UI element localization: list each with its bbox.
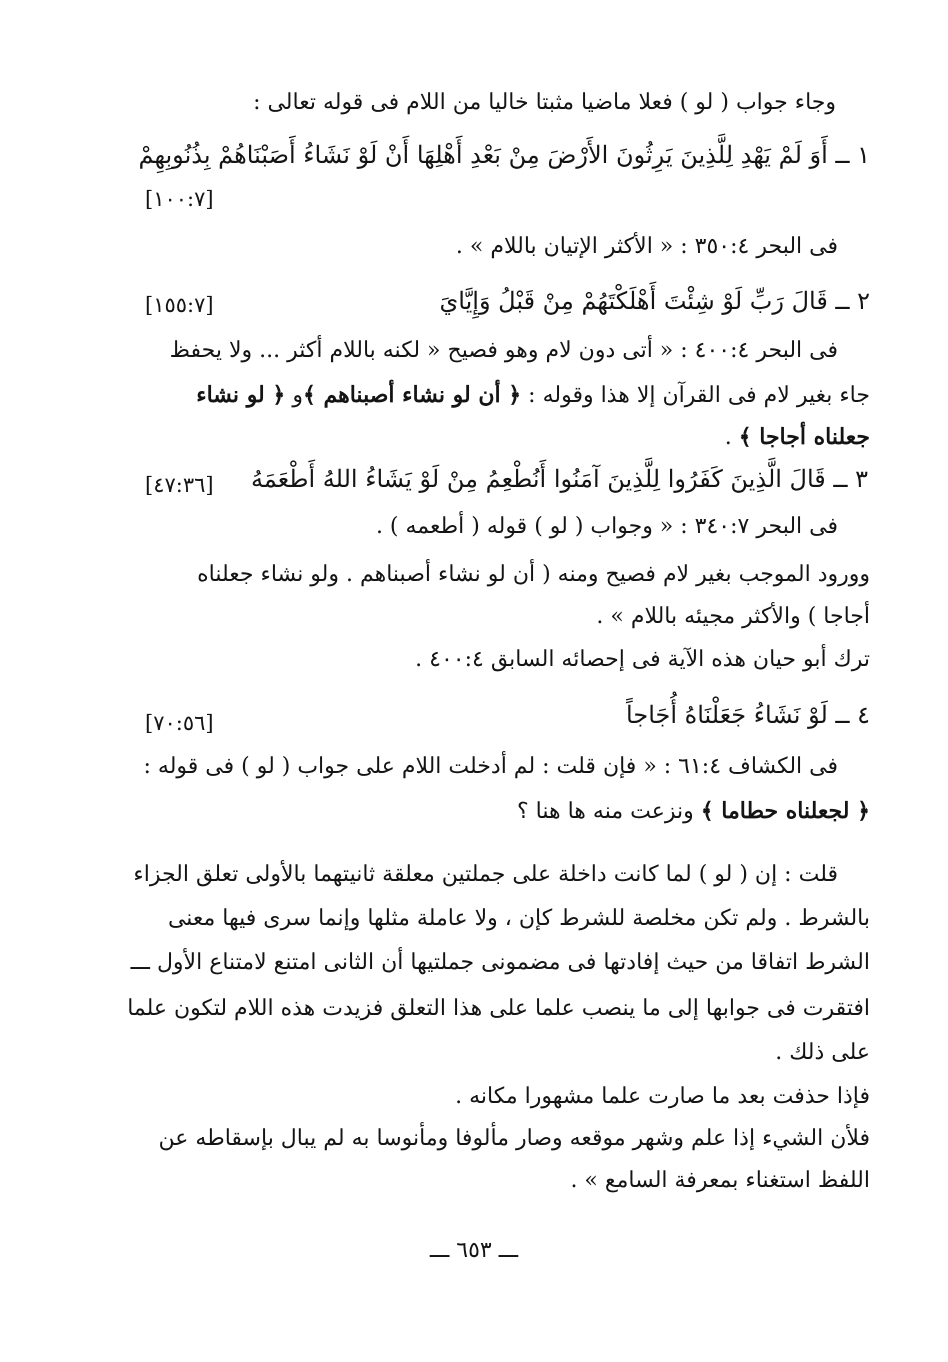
page-number: ـــ ٦٥٣ ـــ — [429, 1238, 519, 1263]
commentary-line: ترك أبو حيان هذه الآية فى إحصائه السابق ٤٠٠:٤ . — [415, 647, 870, 672]
paragraph-line: فلأن الشيء إذا علم وشهر موقعه وصار مألوفا ومأنوسا به لم يبال بإسقاطه عن — [158, 1126, 870, 1151]
quoted-verse: ﴿ لو نشاء — [196, 382, 286, 408]
paragraph-line: الشرط اتفاقا من حيث إفادتها فى مضمونى جملتيها أن الثانى امتنع لامتناع الأول ـــ — [130, 950, 870, 975]
text-span: جاء بغير لام فى القرآن إلا هذا وقوله : — [528, 383, 870, 408]
commentary-line: فى البحر ٤٠٠:٤ : « أتى دون لام وهو فصيح « لكنه باللام أكثر ... ولا يحفظ — [169, 338, 838, 363]
quoted-verse: جعلناه أجاجا ﴾ — [738, 424, 870, 450]
text-span: و — [292, 383, 303, 408]
commentary-line — [517, 796, 870, 827]
commentary-line: وورود الموجب بغير لام فصيح ومنه ( أن لو نشاء أصبناهم . ولو نشاء جعلناه — [197, 562, 870, 587]
paragraph-line: بالشرط . ولم تكن مخلصة للشرط كإن ، ولا عاملة مثلها وإنما سرى فيها معنى — [167, 906, 870, 931]
verse-3: ٣ ــ قَالَ الَّذِينَ كَفَرُوا لِلَّذِينَ آمَنُوا أَنُطْعِمُ مِنْ لَوْ يَشَاءُ اللهُ أَطْعَمَهُ — [251, 465, 868, 493]
verse-4: ٤ ــ لَوْ نَشَاءُ جَعَلْنَاهُ أُجَاجاً — [626, 701, 870, 729]
quoted-verse: ﴿ أن لو نشاء أصبناهم ﴾ — [302, 382, 522, 408]
commentary-line: فى الكشاف ٦١:٤ : « فإن قلت : لم أدخلت اللام على جواب ( لو ) فى قوله : — [143, 754, 838, 779]
verse-1-reference: [١٠٠:٧] — [145, 187, 214, 211]
verse-3-reference: [٤٧:٣٦] — [145, 473, 214, 497]
paragraph-line: على ذلك . — [775, 1040, 870, 1065]
verse-1: ١ ــ أَوَ لَمْ يَهْدِ لِلَّذِينَ يَرِثُونَ الأَرْضَ مِنْ بَعْدِ أَهْلِهَا أَنْ لَوْ نَشَاءُ أَصَبْنَاهُمْ بِذُنُوبِهِمْ — [138, 141, 870, 169]
paragraph-line: افتقرت فى جوابها إلى ما ينصب علما على هذا التعلق فزيدت هذه اللام لتكون علما — [127, 996, 870, 1021]
text-span: ونزعت منه ها هنا ؟ — [517, 799, 701, 824]
commentary-line — [196, 380, 870, 411]
verse-4-reference: [٧٠:٥٦] — [145, 711, 214, 735]
paragraph-line: قلت : إن ( لو ) لما كانت داخلة على جملتين معلقة ثانيتهما بالأولى تعلق الجزاء — [133, 862, 838, 887]
verse-2: ٢ ــ قَالَ رَبِّ لَوْ شِئْتَ أَهْلَكْتَهُمْ مِنْ قَبْلُ وَإِيَّايَ — [439, 287, 870, 315]
commentary-line: فى البحر ٣٥٠:٤ : « الأكثر الإتيان باللام » . — [455, 234, 838, 259]
paragraph-line: اللفظ استغناء بمعرفة السامع » . — [570, 1168, 870, 1193]
quoted-verse: ﴿ لجعلناه حطاما ﴾ — [700, 798, 870, 824]
verse-2-reference: [١٥٥:٧] — [145, 293, 214, 317]
paragraph-line: فإذا حذفت بعد ما صارت علما مشهورا مكانه . — [455, 1084, 870, 1109]
text-span: . — [724, 425, 739, 450]
commentary-line — [725, 422, 870, 453]
intro-line: وجاء جواب ( لو ) فعلا ماضيا مثبتا خاليا من اللام فى قوله تعالى : — [253, 90, 836, 115]
commentary-line: فى البحر ٣٤٠:٧ : « وجواب ( لو ) قوله ( أطعمه ) . — [375, 514, 838, 539]
commentary-line: أجاجا ) والأكثر مجيئه باللام » . — [596, 604, 870, 629]
